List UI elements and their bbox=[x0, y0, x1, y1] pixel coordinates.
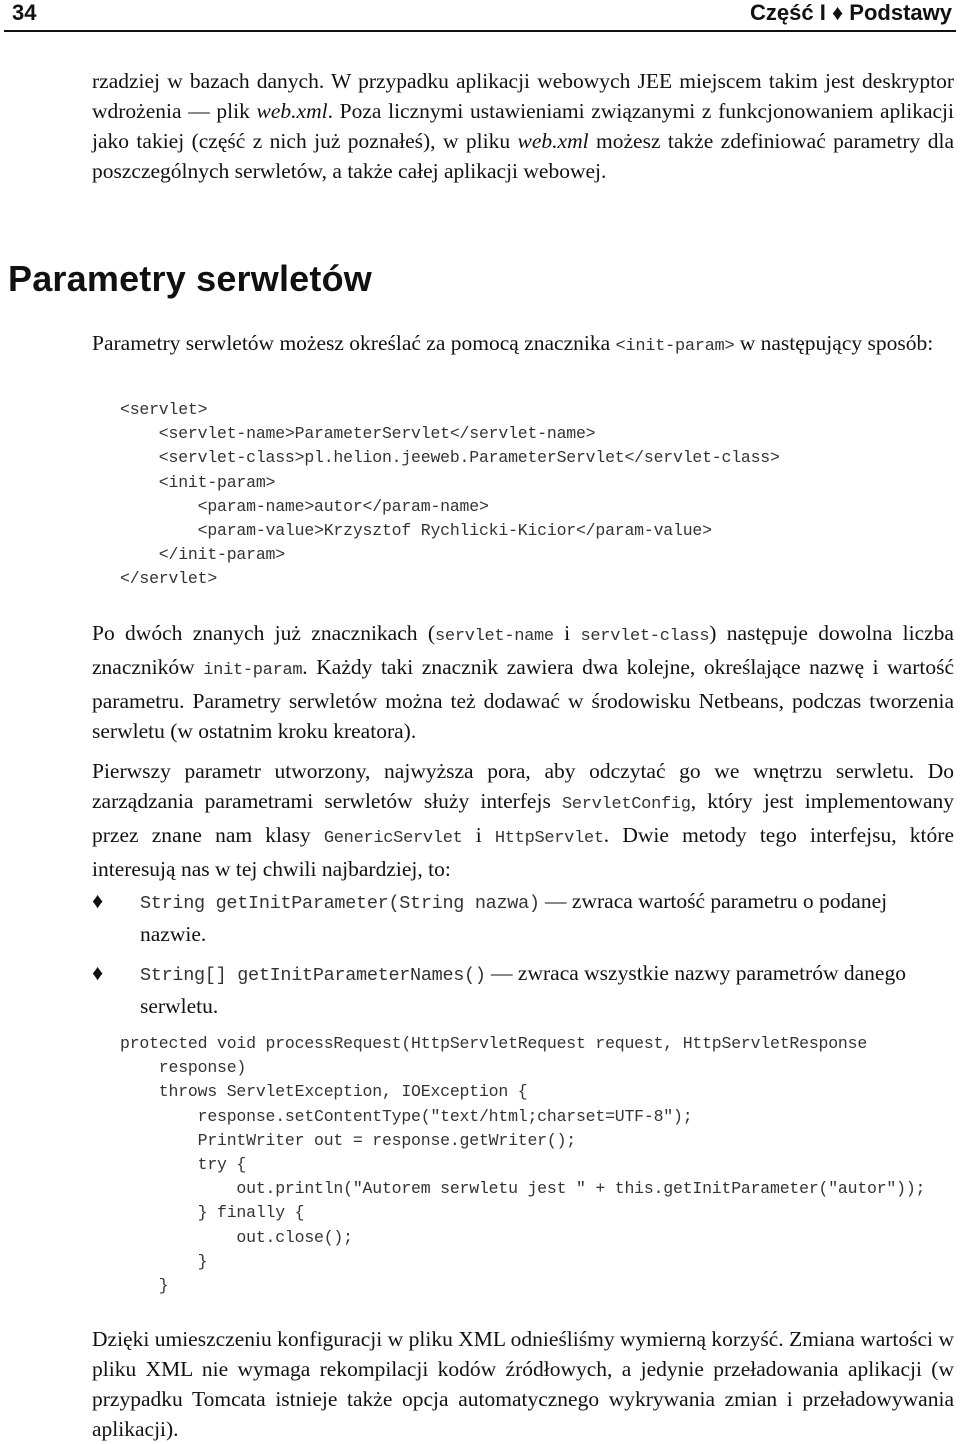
intro-text-1: rzadziej w bazach danych. W przypadku aplikacji webowych JEE miejscem takim jest deskryptor wdrożenia — plik bbox=[92, 69, 954, 123]
p3-text-2: , który jest implementowany przez znane nam klasy bbox=[92, 789, 954, 847]
p3-code-1: ServletConfig bbox=[561, 795, 691, 814]
paragraph-init-param bbox=[92, 328, 954, 362]
paragraph-tags bbox=[92, 618, 954, 746]
page-header bbox=[0, 0, 960, 30]
p2-code-3: init-param bbox=[203, 661, 303, 680]
intro-paragraph bbox=[92, 66, 954, 186]
p1-code-1: <init-param> bbox=[615, 337, 735, 356]
p3-text-1: Pierwszy parametr utworzony, najwyższa pora, aby odczytać go we wnętrzu serwletu. Do zarządzania parametrami serwletów służy interfejs bbox=[92, 759, 954, 813]
diamond-bullet-icon: ♦ bbox=[92, 960, 104, 985]
bullet-code: String[] getInitParameterNames() bbox=[140, 965, 486, 986]
p2-text-1: Po dwóch znanych już znacznikach ( bbox=[92, 621, 436, 645]
list-item-text bbox=[140, 958, 940, 1021]
code-listing-process-request: protected void processRequest(HttpServletRequest request, HttpServletResponse response) throws ServletException, IOException { response.setContentType("text/html;charset=UTF-8"); PrintWriter out = response.getWriter(); try { out.println("Autorem serwletu jest " + this.getInitParameter("autor")); } finally { out.close(); } } bbox=[120, 1034, 926, 1296]
code-listing-web-xml: <servlet> <servlet-name>ParameterServlet</servlet-name> <servlet-class>pl.helion.jeeweb.ParameterServlet</servlet-class> <init-param> <param-name>autor</param-name> <param-value>Krzysztof Rychlicki-Kicior</param-value> </init-param> </servlet> bbox=[120, 400, 780, 589]
p3-code-3: HttpServlet bbox=[494, 829, 604, 848]
intro-text-3: możesz także zdefiniować parametry dla poszczególnych serwletów, a także całej aplikacji webowej. bbox=[92, 129, 954, 183]
bullet-code: String getInitParameter(String nazwa) bbox=[140, 893, 540, 914]
bullet-description: — zwraca wartość parametru o podanej nazwie. bbox=[140, 889, 888, 946]
intro-filename-1: web.xml bbox=[256, 99, 328, 123]
p2-code-1: servlet-name bbox=[435, 627, 554, 646]
list-item-text bbox=[140, 886, 940, 949]
p1-text-1: Parametry serwletów możesz określać za pomocą znacznika bbox=[92, 331, 616, 355]
bullet-description: — zwraca wszystkie nazwy parametrów danego serwletu. bbox=[140, 961, 906, 1018]
diamond-bullet-icon: ♦ bbox=[92, 888, 104, 913]
p3-code-2: GenericServlet bbox=[323, 829, 463, 848]
page-number: 34 bbox=[12, 0, 37, 25]
p2-text-3: ) następuje dowolna liczba znaczników bbox=[92, 621, 954, 679]
intro-text-2: . Poza licznymi ustawieniami związanymi z funkcjonowaniem aplikacji jako takiej (część z nich już poznałeś), w pliku bbox=[92, 99, 954, 153]
paragraph-conclusion: Dzięki umieszczeniu konfiguracji w pliku XML odnieśliśmy wymierną korzyść. Zmiana wartości w pliku XML nie wymaga rekompilacji kodów źródłowych, a jedynie przeładowania aplikacji (w przypadku Tomcata istnieje także opcja automatycznego wykrywania zmian i przeładowywania aplikacji). bbox=[92, 1327, 954, 1441]
header-rule bbox=[4, 30, 956, 32]
section-heading: Parametry serwletów bbox=[8, 258, 372, 299]
intro-filename-2: web.xml bbox=[517, 129, 589, 153]
p3-text-4: . Dwie metody tego interfejsu, które interesują nas w tej chwili najbardziej, to: bbox=[92, 823, 954, 881]
paragraph-servletconfig bbox=[92, 756, 954, 884]
p1-text-2: w następujący sposób: bbox=[734, 331, 934, 355]
p3-text-3: i bbox=[462, 823, 495, 847]
p2-text-2: i bbox=[553, 621, 581, 645]
p2-code-2: servlet-class bbox=[580, 627, 710, 646]
chapter-title: Część I ♦ Podstawy bbox=[750, 0, 952, 25]
p2-text-4: . Każdy taki znacznik zawiera dwa kolejne, określające nazwę i wartość parametru. Parametry serwletów można też dodawać w środowisku Netbeans, podczas tworzenia serwletu (w ostatnim kroku kreatora). bbox=[92, 655, 955, 743]
